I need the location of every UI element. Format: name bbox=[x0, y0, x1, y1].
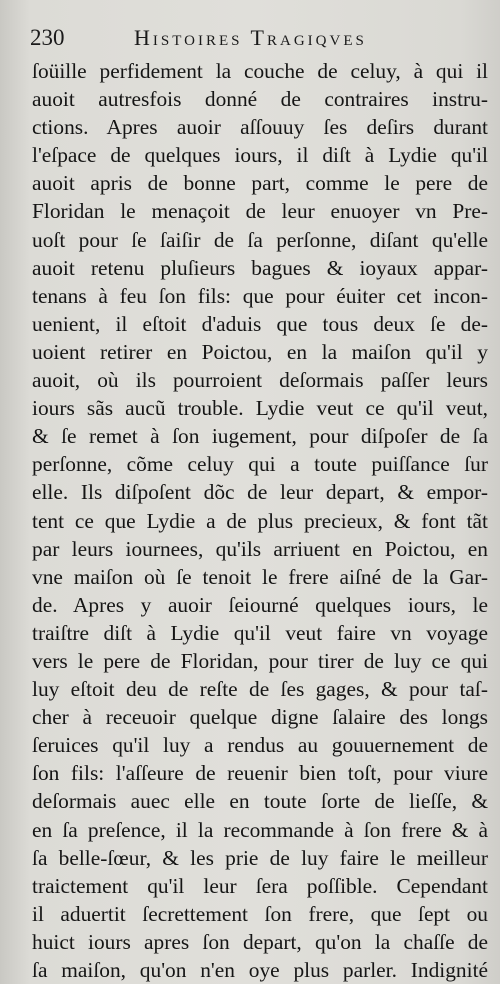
text-line: iours sãs aucũ trouble. Lydie veut ce qu'il veut, bbox=[32, 396, 488, 421]
text-line: auoit autresfois donné de contraires instru- bbox=[32, 87, 488, 112]
text-line: tenans à feu ſon fils: que pour éuiter cet incon- bbox=[32, 283, 488, 308]
running-head: Histoires Tragiqves bbox=[134, 25, 367, 50]
page-number: 230 bbox=[30, 25, 65, 50]
text-line: ſon fils: l'aſſeure de reuenir bien toſt, pour viure bbox=[32, 761, 488, 786]
text-line: perſonne, cõme celuy qui a toute puiſſance ſur bbox=[32, 452, 488, 477]
text-line: ſeruices qu'il luy a rendus au gouuernement de bbox=[32, 733, 488, 758]
text-line: vne maiſon où ſe tenoit le frere aiſné de la Gar- bbox=[32, 564, 488, 589]
text-line: ſa belle-ſœur, & les prie de luy faire le meilleur bbox=[32, 845, 488, 870]
text-line: il aduertit ſecrettement ſon frere, que ſept ou bbox=[32, 901, 488, 926]
text-line: l'eſpace de quelques iours, il diſt à Lydie qu'il bbox=[32, 143, 488, 168]
text-line: luy eſtoit deu de reſte de ſes gages, & pour taſ- bbox=[32, 677, 488, 702]
text-line: auoit retenu pluſieurs bagues & ioyaux appar- bbox=[32, 255, 488, 280]
text-line: & ſe remet à ſon iugement, pour diſpoſer de ſa bbox=[32, 424, 488, 449]
text-line: uenient, il eſtoit d'aduis que tous deux ſe de- bbox=[32, 311, 488, 336]
text-line: deſormais auec elle en toute ſorte de lieſſe, & bbox=[32, 789, 488, 814]
text-line: auoit apris de bonne part, comme le pere de bbox=[32, 171, 488, 196]
text-line: traictement qu'il leur ſera poſſible. Cependant bbox=[32, 873, 488, 898]
text-line: en ſa preſence, il la recommande à ſon frere & à bbox=[32, 817, 488, 842]
text-line: tent ce que Lydie a de plus precieux, & font tãt bbox=[32, 508, 488, 533]
text-line: huict iours apres ſon depart, qu'on la chaſſe de bbox=[32, 929, 488, 954]
text-line: par leurs iournees, qu'ils arriuent en Poictou, en bbox=[32, 536, 488, 561]
text-line: ctions. Apres auoir aſſouuy ſes deſirs durant bbox=[32, 115, 488, 140]
text-line: de. Apres y auoir ſeiourné quelques iours, le bbox=[32, 592, 488, 617]
page-header bbox=[30, 24, 488, 52]
text-line: uoſt pour ſe ſaiſir de ſa perſonne, diſant qu'elle bbox=[32, 227, 488, 252]
text-line: traiſtre diſt à Lydie qu'il veut faire vn voyage bbox=[32, 620, 488, 645]
text-line: vers le pere de Floridan, pour tirer de luy ce qui bbox=[32, 648, 488, 673]
text-line: auoit, où ils pourroient deſormais paſſer leurs bbox=[32, 368, 488, 393]
text-line: cher à receuoir quelque digne ſalaire des longs bbox=[32, 705, 488, 730]
body-text bbox=[32, 57, 488, 984]
text-line: ſa maiſon, qu'on n'en oye plus parler. Indignité bbox=[32, 958, 488, 982]
text-line: ſoüille perfidement la couche de celuy, à qui il bbox=[32, 59, 488, 83]
text-line: uoient retirer en Poictou, en la maiſon qu'il y bbox=[32, 339, 488, 364]
text-line: Floridan le menaçoit de leur enuoyer vn Pre- bbox=[32, 199, 488, 224]
text-line: elle. Ils diſpoſent dõc de leur depart, & empor- bbox=[32, 480, 488, 505]
